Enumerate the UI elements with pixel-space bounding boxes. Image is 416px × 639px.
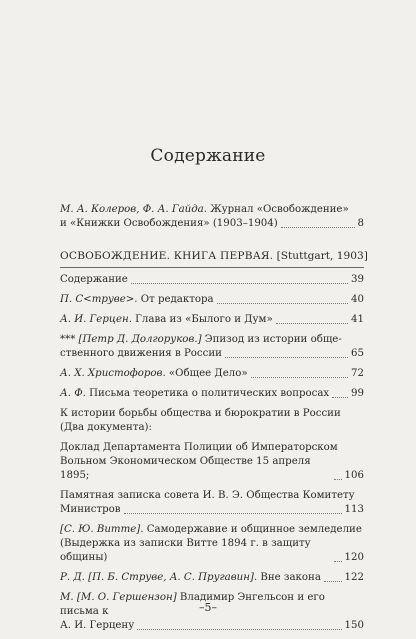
toc-line — [60, 408, 341, 419]
toc-entry — [60, 407, 364, 435]
toc-line — [60, 490, 355, 501]
dot-leader — [324, 581, 342, 582]
toc-author: П. С<труве>. — [60, 294, 138, 305]
toc-author: [С. Ю. Витте]. — [60, 524, 144, 535]
toc-entry — [60, 523, 364, 565]
toc-page-number: 122 — [344, 572, 364, 583]
toc-text-cont: ственного движения в России — [60, 348, 222, 359]
toc-text: К истории борьбы общества и бюрократии в России — [60, 408, 341, 419]
dot-leader — [332, 397, 348, 398]
dot-leader — [225, 357, 348, 358]
toc-line — [60, 571, 321, 585]
toc-page-number: 8 — [357, 218, 364, 229]
table-of-contents — [60, 203, 368, 639]
toc-page-number: 106 — [344, 470, 364, 481]
toc-entry — [60, 441, 364, 483]
toc-page-number: 120 — [344, 552, 364, 563]
toc-text: Памятная записка совета И. В. Э. Общества Комитету — [60, 490, 355, 501]
toc-entry — [60, 367, 364, 381]
dot-leader — [281, 227, 355, 228]
toc-page-number: 40 — [351, 294, 364, 305]
toc-entries — [60, 273, 364, 633]
toc-line — [60, 367, 248, 381]
dot-leader — [334, 561, 342, 562]
toc-author: А. Ф. — [60, 388, 86, 399]
toc-line — [60, 293, 214, 307]
toc-line — [60, 334, 342, 345]
toc-line — [60, 313, 273, 327]
toc-entry-intro — [60, 203, 364, 231]
toc-entry — [60, 313, 364, 327]
toc-author: А. Х. Христофоров. — [60, 368, 166, 379]
toc-line — [60, 273, 128, 287]
toc-author: А. И. Герцен. — [60, 314, 132, 325]
toc-author: М. А. Колеров, Ф. А. Гайда. — [60, 204, 207, 215]
toc-page-number: 72 — [351, 368, 364, 379]
toc-line — [60, 442, 338, 453]
section-heading — [60, 249, 368, 263]
dot-leader — [217, 303, 348, 304]
dot-leader — [276, 323, 348, 324]
toc-text-cont: А. И. Герцену — [60, 620, 135, 631]
toc-page-number: 99 — [351, 388, 364, 399]
toc-entry — [60, 273, 364, 287]
toc-text: Эпизод из истории обще- — [201, 334, 342, 345]
page-title: Содержание — [150, 146, 266, 166]
section-title: ОСВОБОЖДЕНИЕ. КНИГА ПЕРВАЯ. — [60, 250, 274, 262]
toc-text: Самодержавие и общинное земледелие — [143, 524, 362, 535]
dot-leader — [131, 283, 348, 284]
toc-text-cont: Министров — [60, 504, 121, 515]
toc-page-number: 113 — [344, 504, 364, 515]
toc-text: Содержание — [60, 274, 128, 285]
dot-leader — [137, 629, 341, 630]
toc-entry — [60, 489, 364, 517]
toc-entry — [60, 387, 364, 401]
toc-line — [60, 524, 362, 535]
toc-text-cont: (Выдержка из записки Витте 1894 г. в защиту общины) — [60, 538, 311, 563]
toc-text-cont: (Два документа): — [60, 422, 152, 433]
toc-text: Доклад Департамента Полиции об Императорском — [60, 442, 338, 453]
dot-leader — [124, 513, 342, 514]
toc-text: Глава из «Былого и Дум» — [131, 314, 273, 325]
toc-text-cont: Вольном Экономическом Обществе 15 апреля 1895; — [60, 456, 311, 481]
toc-entry — [60, 333, 364, 361]
toc-text: Владимир Энгельсон и его письма к — [60, 592, 325, 617]
toc-text: «Общее Дело» — [165, 368, 248, 379]
toc-text: Письма теоретика о политических вопросах — [85, 388, 330, 399]
toc-author: Р. Д. [П. Б. Струве, А. С. Пругавин]. — [60, 572, 258, 583]
dot-leader — [251, 377, 348, 378]
toc-text-cont: и «Книжки Освобождения» (1903–1904) — [60, 218, 278, 229]
toc-line — [60, 387, 329, 401]
toc-page-number: 65 — [351, 348, 364, 359]
section-note: [Stuttgart, 1903] — [276, 250, 368, 262]
dot-leader — [334, 479, 342, 480]
toc-author: *** [Петр Д. Долгоруков.] — [60, 334, 202, 345]
toc-author: М. [М. О. Гершензон] — [60, 592, 177, 603]
toc-text: Вне закона — [257, 572, 321, 583]
toc-text: От редактора — [137, 294, 214, 305]
toc-page-number: 41 — [351, 314, 364, 325]
toc-entry — [60, 571, 364, 585]
toc-page-number: 39 — [351, 274, 364, 285]
section-rule — [60, 267, 364, 268]
page-number: –5– — [199, 601, 217, 614]
toc-entry — [60, 293, 364, 307]
toc-page-number: 150 — [344, 620, 364, 631]
toc-text: Журнал «Освобождение» — [206, 204, 349, 215]
